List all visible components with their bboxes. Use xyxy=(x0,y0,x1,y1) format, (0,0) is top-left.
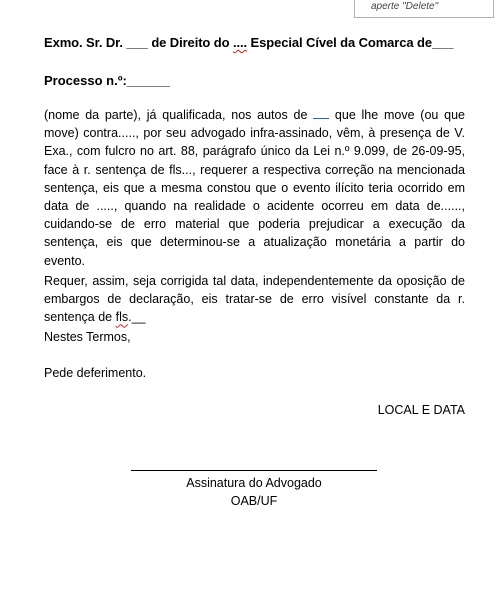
body-paragraph-1 xyxy=(44,106,465,270)
para2-text-end: .__ xyxy=(128,310,146,325)
signature-name: Assinatura do Advogado xyxy=(186,476,322,490)
closing-terms: Nestes Termos, xyxy=(44,330,131,344)
delete-hint-tooltip xyxy=(354,0,494,18)
addressee-part2: Especial Cível da Comarca de___ xyxy=(247,35,454,50)
addressee-line xyxy=(44,35,453,50)
addressee-dots: .... xyxy=(232,35,248,50)
para1-text-rest: que lhe move (ou que move) contra....., por seu advogado infra-assinado, vêm, à presença de V. Exa., com fulcro no art. 88, parágrafo único da Lei n.º 9.099, de 26-09-95, face à r. sentença de fls..., requerer a respectiva correção na mencionada sentença, eis que a mesma constou que o evento ilícito teria ocorrido em data de ....., quando na realidade o acidente ocorreu em data de......, cuidando-se de erro material que poderia prejudicar a execução da sentença, eis que determinou-se a atualização monetária a partir do evento. xyxy=(44,108,465,268)
signature-line xyxy=(131,470,377,471)
case-blank-field[interactable] xyxy=(313,108,329,119)
para2-fls: fls xyxy=(115,310,129,325)
delete-hint-text: aperte "Delete" xyxy=(371,1,439,12)
para1-text-start: (nome da parte), já qualificada, nos autos de xyxy=(44,108,314,122)
addressee-part1: Exmo. Sr. Dr. ___ de Direito do xyxy=(44,35,233,50)
closing-request: Pede deferimento. xyxy=(44,366,147,380)
body-paragraph-2 xyxy=(44,272,465,327)
process-number-line: Processo n.º:______ xyxy=(44,73,171,88)
para2-text-start: Requer, assim, seja corrigida tal data, independentemente da oposição de embargos de declaração, eis tratar-se de erro visível constante da r. sentença de xyxy=(44,274,465,325)
local-date: LOCAL E DATA xyxy=(377,403,465,417)
signature-oab: OAB/UF xyxy=(230,494,278,508)
